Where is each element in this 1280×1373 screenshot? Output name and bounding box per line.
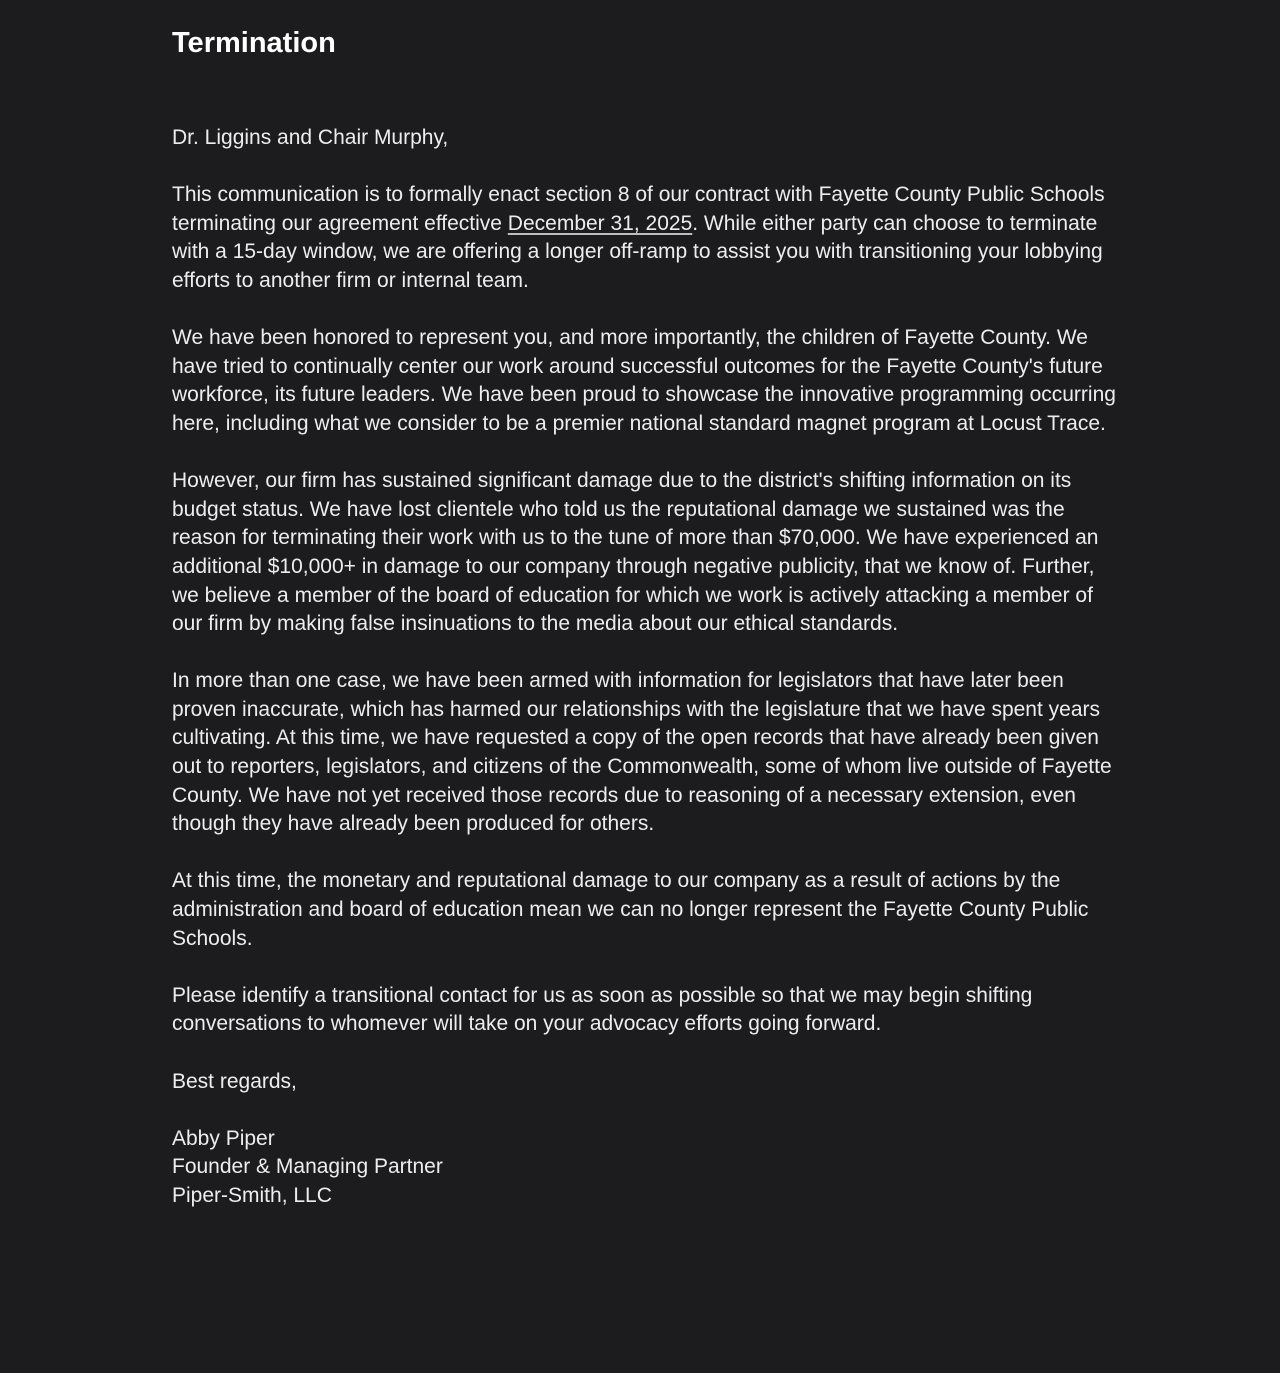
email-greeting: Dr. Liggins and Chair Murphy, bbox=[172, 126, 449, 149]
paragraph-request: Please identify a transitional contact for us as soon as possible so that we may begin shifting conversations to whomever will take on your advocacy efforts going forward. bbox=[172, 983, 1033, 1036]
paragraph-termination-notice bbox=[172, 181, 1117, 295]
signature-company: Piper-Smith, LLC bbox=[172, 1183, 332, 1207]
paragraph-text: This communication is to formally enact section 8 of our contract with Fayette County Public Schools terminating our agreement effective bbox=[172, 183, 1105, 235]
email-signature bbox=[172, 1125, 1117, 1211]
paragraph-text: . While either party can choose to terminate with a 15-day window, we are offering a longer off-ramp to assist you with transitioning your lobbying efforts to another firm or internal team. bbox=[172, 211, 1103, 292]
email-subject: Termination bbox=[172, 27, 336, 59]
email-closing: Best regards, bbox=[172, 1069, 297, 1093]
signature-title: Founder & Managing Partner bbox=[172, 1155, 443, 1179]
signature-name: Abby Piper bbox=[172, 1126, 275, 1150]
paragraph-conclusion: At this time, the monetary and reputational damage to our company as a result of actions by the administration and board of education mean we can no longer represent the Fayette County Public Schools. bbox=[172, 869, 1089, 950]
paragraph-records: In more than one case, we have been armed with information for legislators that have later been proven inaccurate, which has harmed our relationships with the legislature that we have spent years cultivating. At this time, we have requested a copy of the open records that have already been given out to reporters, legislators, and citizens of the Commonwealth, some of whom live outside of Fayette County. We have not yet received those records due to reasoning of a necessary extension, even though they have already been produced for others. bbox=[172, 669, 1112, 836]
paragraph-honored: We have been honored to represent you, and more importantly, the children of Fayette County. We have tried to continually center our work around successful outcomes for the Fayette County's future workforce, its future leaders. We have been proud to showcase the innovative programming occurring here, including what we consider to be a premier national standard magnet program at Locust Trace. bbox=[172, 326, 1116, 435]
email-body bbox=[172, 124, 1117, 1239]
date-link[interactable]: December 31, 2025 bbox=[507, 211, 693, 235]
paragraph-damage: However, our firm has sustained significant damage due to the district's shifting information on its budget status. We have lost clientele who told us the reputational damage we sustained was the reason for terminating their work with us to the tune of more than $70,000. We have experienced an additional $10,000+ in damage to our company through negative publicity, that we know of. Further, we believe a member of the board of education for which we work is actively attacking a member of our firm by making false insinuations to the media about our ethical standards. bbox=[172, 469, 1099, 636]
